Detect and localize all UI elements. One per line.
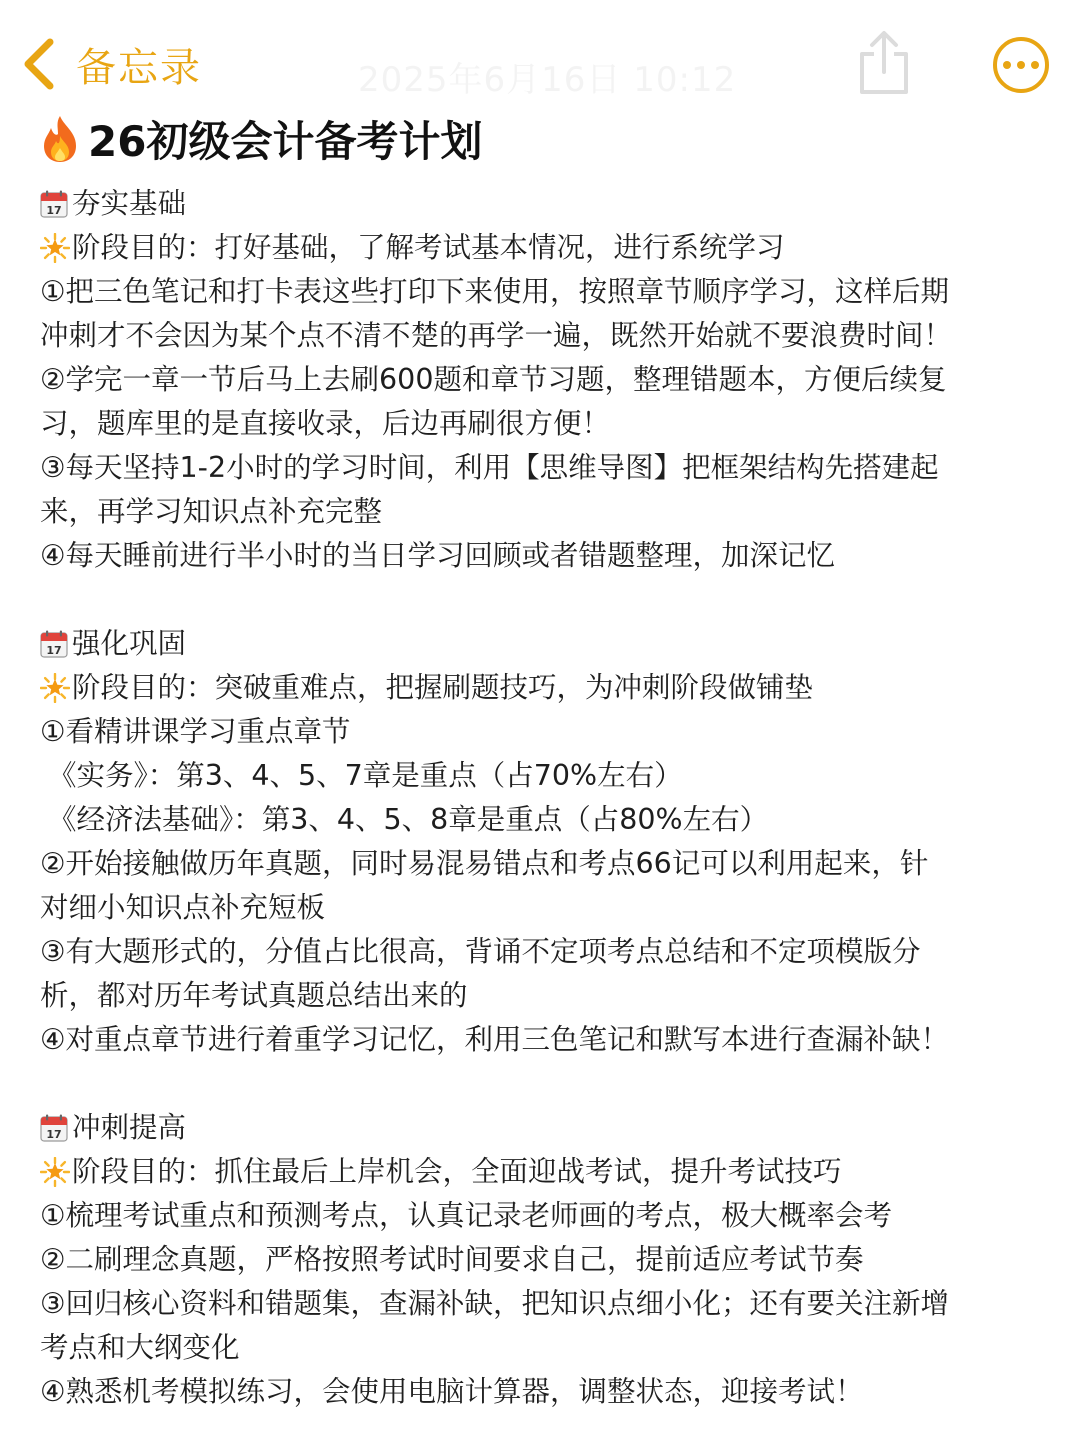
section-goal — [40, 1150, 1050, 1194]
section-heading — [40, 1106, 1050, 1150]
chevron-left-icon — [22, 38, 56, 90]
note-line: 《经济法基础》：第3、4、5、8章是重点（占80%左右） — [48, 803, 769, 836]
note-line: ②开始接触做历年真题，同时易混易错点和考点66记可以利用起来，针 — [40, 847, 929, 880]
note-line: ③回归核心资料和错题集，查漏补缺，把知识点细小化；还有要关注新增 — [40, 1287, 950, 1320]
section-goal-text: 阶段目的：突破重难点，把握刷题技巧，为冲刺阶段做铺垫 — [72, 671, 814, 704]
note-line: ②学完一章一节后马上去刷600题和章节习题，整理错题本，方便后续复 — [40, 363, 947, 396]
calendar-icon — [40, 190, 68, 218]
note-line: ②二刷理念真题，严格按照考试时间要求自己，提前适应考试节奏 — [40, 1243, 864, 1276]
blank-line — [40, 1062, 1050, 1106]
note-line: ④熟悉机考模拟练习，会使用电脑计算器，调整状态，迎接考试！ — [40, 1375, 864, 1408]
blank-line — [40, 578, 1050, 622]
note-title: 26初级会计备考计划 — [88, 117, 483, 166]
section-heading — [40, 182, 1050, 226]
note-line: 习，题库里的是直接收录，后边再刷很方便！ — [40, 407, 611, 440]
note-line: 《实务》：第3、4、5、7章是重点（占70%左右） — [48, 759, 683, 792]
note-title-row — [38, 110, 482, 168]
note-line: ③每天坚持1-2小时的学习时间，利用【思维导图】把框架结构先搭建起 — [40, 451, 939, 484]
section-heading-text: 夯实基础 — [72, 187, 187, 220]
section-goal-text: 阶段目的：抓住最后上岸机会，全面迎战考试，提升考试技巧 — [72, 1155, 842, 1188]
note-line: 对细小知识点补充短板 — [40, 891, 326, 924]
note-line: ④对重点章节进行着重学习记忆，利用三色笔记和默写本进行查漏补缺！ — [40, 1023, 950, 1056]
note-line: ①把三色笔记和打卡表这些打印下来使用，按照章节顺序学习，这样后期 — [40, 275, 950, 308]
calendar-icon — [40, 630, 68, 658]
star-icon — [40, 233, 70, 263]
section-goal-text: 阶段目的：打好基础，了解考试基本情况，进行系统学习 — [72, 231, 785, 264]
note-line: 析，都对历年考试真题总结出来的 — [40, 979, 468, 1012]
note-line: 考点和大纲变化 — [40, 1331, 240, 1364]
share-button[interactable] — [852, 28, 916, 98]
section-heading-text: 冲刺提高 — [72, 1111, 187, 1144]
note-line: ③有大题形式的，分值占比很高，背诵不定项考点总结和不定项模版分 — [40, 935, 921, 968]
share-icon — [852, 28, 916, 98]
section-heading-text: 强化巩固 — [72, 627, 187, 660]
navigation-bar — [0, 0, 1080, 120]
section-heading — [40, 622, 1050, 666]
ellipsis-circle-icon — [1003, 61, 1011, 69]
note-date: 2025年6月16日 10:12 — [358, 60, 737, 100]
svg-text:17: 17 — [46, 644, 62, 657]
note-line: ①看精讲课学习重点章节 — [40, 715, 351, 748]
more-button[interactable] — [993, 37, 1049, 93]
section-goal — [40, 666, 1050, 710]
star-icon — [40, 1157, 70, 1187]
note-body[interactable] — [40, 182, 1050, 1414]
svg-text:17: 17 — [46, 204, 62, 217]
note-line: ④每天睡前进行半小时的当日学习回顾或者错题整理，加深记忆 — [40, 539, 836, 572]
back-button[interactable] — [22, 36, 202, 92]
calendar-icon — [40, 1114, 68, 1142]
note-line: ①梳理考试重点和预测考点，认真记录老师画的考点，极大概率会考 — [40, 1199, 893, 1232]
star-icon — [40, 673, 70, 703]
note-line: 冲刺才不会因为某个点不清不楚的再学一遍，既然开始就不要浪费时间！ — [40, 319, 953, 352]
svg-text:17: 17 — [46, 1128, 62, 1141]
fire-icon — [38, 114, 82, 164]
note-line: 来，再学习知识点补充完整 — [40, 495, 383, 528]
section-goal — [40, 226, 1050, 270]
back-label: 备忘录 — [76, 44, 202, 91]
